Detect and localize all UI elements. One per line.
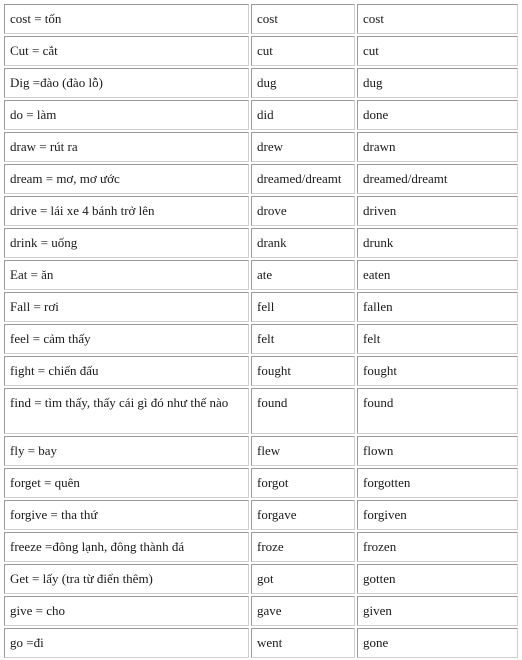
table-row bbox=[4, 628, 518, 658]
past-tense-cell: drove bbox=[251, 196, 355, 226]
table-row bbox=[4, 500, 518, 530]
past-tense-cell: went bbox=[251, 628, 355, 658]
past-participle-cell: found bbox=[357, 388, 518, 434]
verb-meaning-cell: drink = uống bbox=[4, 228, 249, 258]
past-participle-cell: dug bbox=[357, 68, 518, 98]
verb-meaning-cell: feel = cảm thấy bbox=[4, 324, 249, 354]
past-participle-cell: frozen bbox=[357, 532, 518, 562]
past-tense-cell: drank bbox=[251, 228, 355, 258]
verb-meaning-cell: Eat = ăn bbox=[4, 260, 249, 290]
table-row bbox=[4, 68, 518, 98]
table-row bbox=[4, 100, 518, 130]
table-row bbox=[4, 36, 518, 66]
past-tense-cell: flew bbox=[251, 436, 355, 466]
past-participle-cell: gotten bbox=[357, 564, 518, 594]
past-participle-cell: cost bbox=[357, 4, 518, 34]
past-participle-cell: driven bbox=[357, 196, 518, 226]
table-row bbox=[4, 596, 518, 626]
past-participle-cell: forgiven bbox=[357, 500, 518, 530]
table-row bbox=[4, 260, 518, 290]
table-row bbox=[4, 532, 518, 562]
past-participle-cell: drunk bbox=[357, 228, 518, 258]
verb-meaning-cell: Cut = cắt bbox=[4, 36, 249, 66]
past-participle-cell: done bbox=[357, 100, 518, 130]
past-participle-cell: given bbox=[357, 596, 518, 626]
verb-meaning-cell: Dig =đào (đào lỗ) bbox=[4, 68, 249, 98]
past-tense-cell: drew bbox=[251, 132, 355, 162]
verb-meaning-cell: drive = lái xe 4 bánh trở lên bbox=[4, 196, 249, 226]
past-participle-cell: dreamed/dreamt bbox=[357, 164, 518, 194]
verb-meaning-cell: fight = chiến đấu bbox=[4, 356, 249, 386]
table-row bbox=[4, 292, 518, 322]
verb-meaning-cell: forget = quên bbox=[4, 468, 249, 498]
verb-meaning-cell: cost = tốn bbox=[4, 4, 249, 34]
past-tense-cell: cut bbox=[251, 36, 355, 66]
past-tense-cell: found bbox=[251, 388, 355, 434]
table-row bbox=[4, 196, 518, 226]
past-tense-cell: forgot bbox=[251, 468, 355, 498]
past-tense-cell: dug bbox=[251, 68, 355, 98]
past-tense-cell: ate bbox=[251, 260, 355, 290]
past-tense-cell: felt bbox=[251, 324, 355, 354]
past-tense-cell: fell bbox=[251, 292, 355, 322]
table-row bbox=[4, 564, 518, 594]
table-row bbox=[4, 228, 518, 258]
table-row bbox=[4, 356, 518, 386]
verb-meaning-cell: do = làm bbox=[4, 100, 249, 130]
verb-meaning-cell: draw = rút ra bbox=[4, 132, 249, 162]
verb-meaning-cell: go =đi bbox=[4, 628, 249, 658]
verb-meaning-cell: Fall = rơi bbox=[4, 292, 249, 322]
irregular-verb-table bbox=[2, 2, 520, 660]
past-tense-cell: gave bbox=[251, 596, 355, 626]
past-participle-cell: felt bbox=[357, 324, 518, 354]
past-tense-cell: dreamed/dreamt bbox=[251, 164, 355, 194]
past-tense-cell: forgave bbox=[251, 500, 355, 530]
past-participle-cell: cut bbox=[357, 36, 518, 66]
table-row bbox=[4, 164, 518, 194]
past-participle-cell: flown bbox=[357, 436, 518, 466]
verb-meaning-cell: dream = mơ, mơ ước bbox=[4, 164, 249, 194]
past-participle-cell: gone bbox=[357, 628, 518, 658]
past-participle-cell: fought bbox=[357, 356, 518, 386]
table-row bbox=[4, 468, 518, 498]
verb-meaning-cell: give = cho bbox=[4, 596, 249, 626]
verb-meaning-cell: Get = lấy (tra từ điển thêm) bbox=[4, 564, 249, 594]
table-row bbox=[4, 436, 518, 466]
past-participle-cell: fallen bbox=[357, 292, 518, 322]
past-participle-cell: drawn bbox=[357, 132, 518, 162]
past-tense-cell: did bbox=[251, 100, 355, 130]
table-row bbox=[4, 388, 518, 434]
past-tense-cell: fought bbox=[251, 356, 355, 386]
verb-table-container bbox=[2, 2, 520, 660]
verb-meaning-cell: fly = bay bbox=[4, 436, 249, 466]
table-row bbox=[4, 132, 518, 162]
table-row bbox=[4, 4, 518, 34]
verb-meaning-cell: freeze =đông lạnh, đông thành đá bbox=[4, 532, 249, 562]
past-tense-cell: got bbox=[251, 564, 355, 594]
verb-meaning-cell: forgive = tha thứ bbox=[4, 500, 249, 530]
past-participle-cell: eaten bbox=[357, 260, 518, 290]
past-tense-cell: cost bbox=[251, 4, 355, 34]
table-row bbox=[4, 324, 518, 354]
past-tense-cell: froze bbox=[251, 532, 355, 562]
verb-meaning-cell: find = tìm thấy, thấy cái gì đó như thế nào bbox=[4, 388, 249, 434]
past-participle-cell: forgotten bbox=[357, 468, 518, 498]
